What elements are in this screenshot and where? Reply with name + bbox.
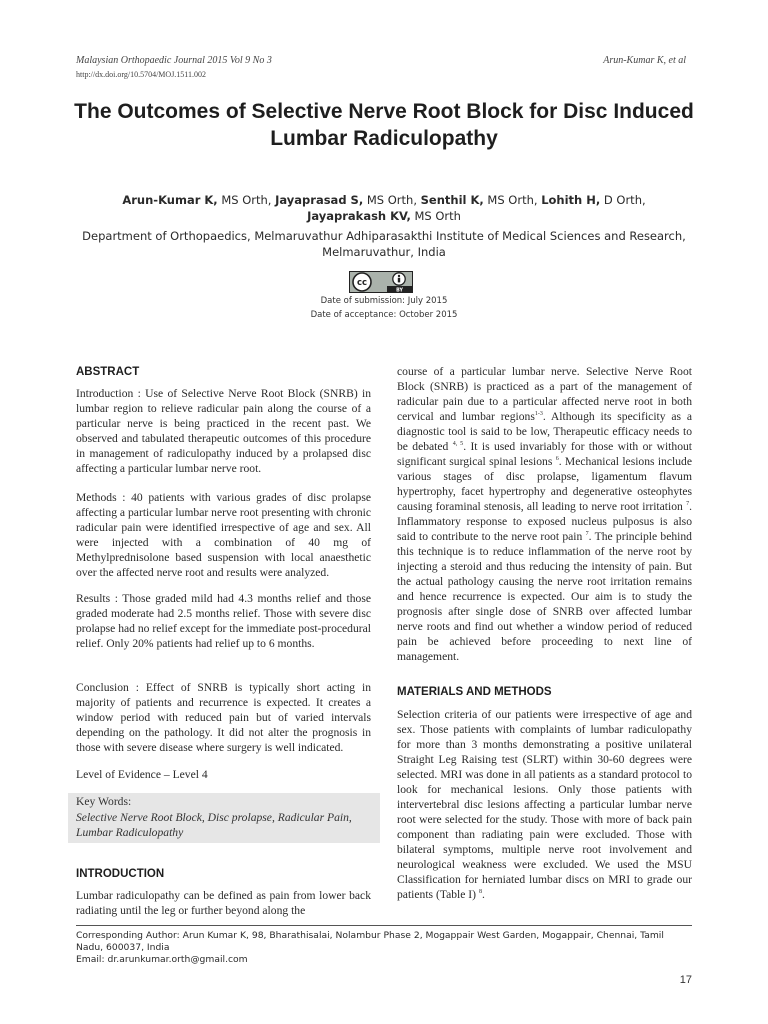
methods-text: Selection criteria of our patients were irrespective of age and sex. Those patients with complaints of lumbar radiculopathy for more than 3 months demonstrating a positive unilateral Straight Leg Raising test (SLRT) within 30-60 degrees were selected. MRI was done in all patients as a standard protocol to look for mechanical lesions. Only those patients with intervertebral disc lesions affecting a particular lumbar nerve root were selected for the study. Those with more of back pain component than radiating pain were excluded. Those with bilateral symptoms, multiple nerve root involvement and neurological weakness were excluded. We used the MSU Classification for herniated lumbar discs on MRI to grade our patients (Table I)	[397, 708, 692, 901]
cc-by-license-badge	[349, 271, 413, 293]
submission-date: Date of submission: July 2015	[320, 296, 448, 306]
author-degree: MS Orth,	[217, 193, 276, 207]
intro-text: . The principle behind this technique is to reduce inflammation of the nerve root by injecting a steroid and thus reducing the intensity of pain. But the actual pathology causing the nerve root irritation remains and hence recurrence is expected. Our aim is to study the prognosis after single dose of SNRB over affected lumbar nerve roots and find out whether a window period of reduced pain be achieved before proceeding to next line of management.	[397, 530, 692, 663]
corresponding-email[interactable]: Email: dr.arunkumar.orth@gmail.com	[76, 954, 248, 965]
abstract-introduction: Introduction : Use of Selective Nerve Root Block (SNRB) in lumbar region to relieve radicular pain along the course of a particular nerve is being practiced in the recent past. We observed and tabulated therapeutic outcomes of this procedure in management of radiculopathy induced by a prolapsed disc affecting a particular lumbar nerve root.	[76, 387, 371, 475]
level-of-evidence: Level of Evidence – Level 4	[76, 768, 208, 781]
footer-divider	[76, 925, 692, 926]
doi-link[interactable]: http://dx.doi.org/10.5704/MOJ.1511.002	[76, 70, 207, 79]
author-name: Senthil K,	[420, 193, 484, 207]
intro-text: . Mechanical lesions include various stages of disc prolapse, ligamentum flavum hypertrophy, facet hypertrophy and degenerative osteophytes causing foraminal stenosis, all leading to nerve root irritation	[397, 455, 692, 513]
keywords-text: Selective Nerve Root Block, Disc prolapse, Radicular Pain, Lumbar Radiculopathy	[76, 811, 352, 839]
corresponding-author	[76, 930, 692, 966]
author-degree: D Orth,	[600, 193, 646, 207]
citation-ref: 8	[478, 889, 482, 896]
introduction-heading: INTRODUCTION	[76, 868, 165, 880]
affiliation: Department of Orthopaedics, Melmaruvathur Adhiparasakthi Institute of Medical Sciences and Research, Melmaruvathur, India	[82, 229, 686, 259]
intro-text: . Inflammatory response to exposed nucleus pulposus is also said to contribute to the nerve root pain	[397, 500, 692, 543]
journal-citation: Malaysian Orthopaedic Journal 2015 Vol 9 No 3	[76, 55, 272, 66]
by-label: BY	[396, 288, 403, 293]
abstract-heading: ABSTRACT	[76, 366, 140, 378]
citation-ref: 1-3	[534, 411, 543, 418]
keywords-label: Key Words:	[76, 795, 132, 808]
abstract-conclusion: Conclusion : Effect of SNRB is typically short acting in majority of patients and recurrence is expected. It creates a window period with reduced pain but of varied intervals depending on the pathology. It did not alter the prognosis in those with severe disease where surgery is well indicated.	[76, 681, 371, 754]
materials-methods-paragraph	[397, 707, 692, 902]
paper-title: The Outcomes of Selective Nerve Root Block for Disc Induced Lumbar Radiculopathy	[74, 100, 694, 150]
author-name: Arun-Kumar K,	[122, 193, 218, 207]
abstract-methods: Methods : 40 patients with various grades of disc prolapse affecting a particular lumbar nerve root presenting with chronic radicular pain were identified irrespective of age and sex. All were injected with a combination of 40 mg of Methylprednisolone based suspension with local anaesthetic over the affected nerve root and results were analyzed.	[76, 491, 371, 579]
author-degree: MS Orth	[410, 209, 461, 223]
introduction-continued	[397, 364, 692, 664]
author-name: Jayaprakash KV,	[307, 209, 411, 223]
author-list	[76, 192, 692, 224]
keywords-box	[68, 793, 380, 843]
citation-ref: 7	[585, 531, 589, 538]
materials-methods-heading: MATERIALS AND METHODS	[397, 686, 552, 698]
introduction-paragraph: Lumbar radiculopathy can be defined as pain from lower back radiating until the leg or further beyond along the	[76, 889, 371, 917]
cc-icon-text: cc	[356, 278, 368, 289]
author-name: Jayaprasad S,	[275, 193, 364, 207]
abstract-results: Results : Those graded mild had 4.3 months relief and those graded moderate had 2.5 months relief. Those with severe disc prolapse had no relief except for the immediate post-procedural relief. Only 20% patients had relief up to 6 months.	[76, 592, 371, 650]
running-author: Arun-Kumar K, et al	[603, 55, 686, 66]
citation-ref: 7	[686, 501, 690, 508]
citation-ref: 6	[555, 456, 559, 463]
intro-text: . Although its specificity as a diagnostic tool is said to be low, Therapeutic efficacy needs to be debated	[397, 410, 692, 453]
author-name: Lohith H,	[541, 193, 601, 207]
author-degree: MS Orth,	[363, 193, 421, 207]
intro-text: course of a particular lumbar nerve. Selective Nerve Root Block (SNRB) is practiced as a part of the management of radicular pain due to a particular affected nerve root in both cervical and lumbar regions	[397, 365, 692, 423]
dates-block	[284, 294, 484, 322]
citation-ref: 4, 5	[452, 441, 464, 448]
acceptance-date: Date of acceptance: October 2015	[310, 310, 458, 320]
methods-text: .	[481, 888, 485, 901]
page-number: 17	[679, 974, 692, 986]
corresponding-address: Corresponding Author: Arun Kumar K, 98, Bharathisalai, Nolambur Phase 2, Mogappair West Garden, Mogappair, Chennai, Tamil Nadu, 600037, India	[76, 930, 664, 953]
author-degree: MS Orth,	[483, 193, 542, 207]
intro-text: . It is used invariably for those with or without significant surgical spinal lesions	[397, 440, 693, 468]
